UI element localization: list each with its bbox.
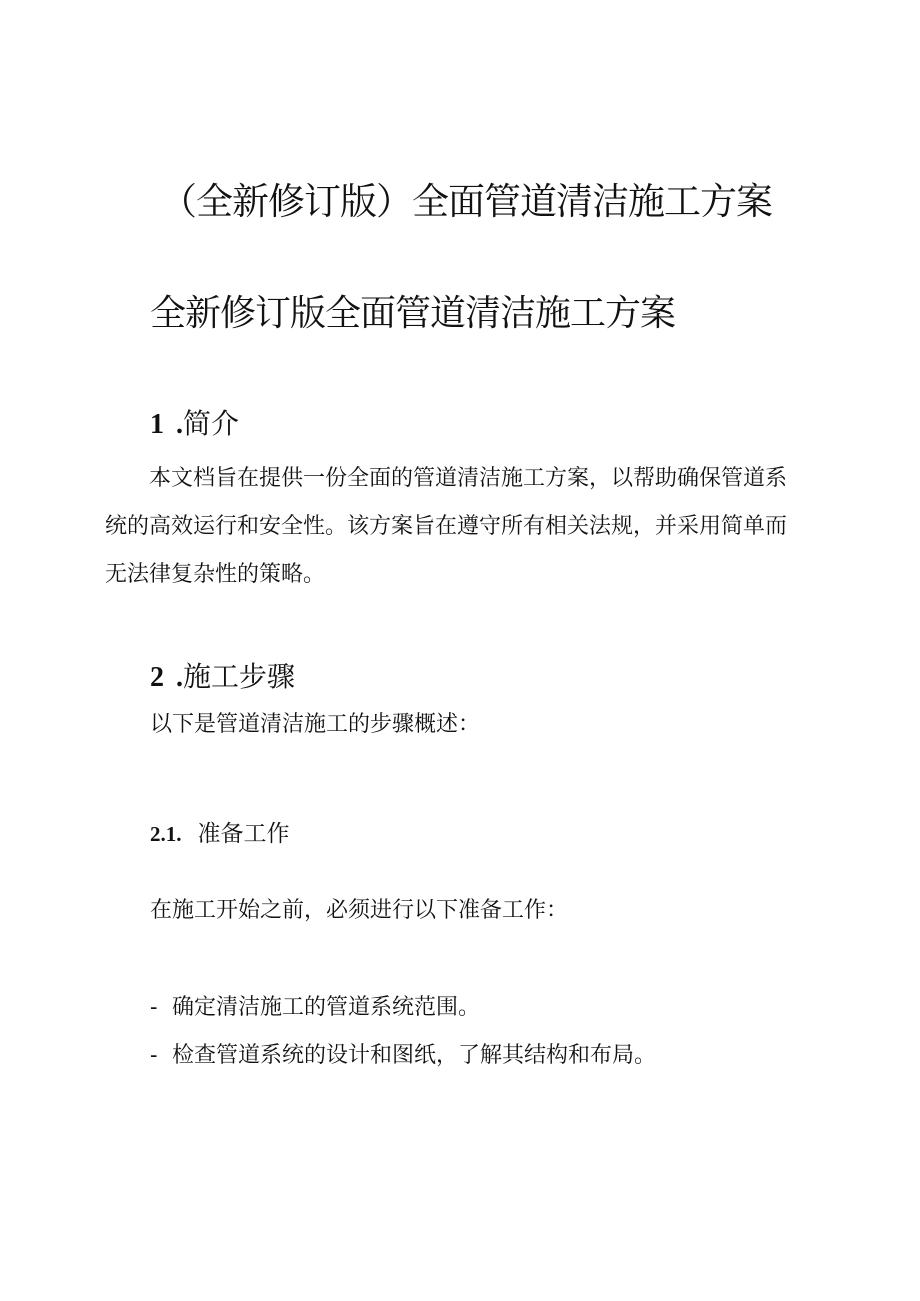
- subsection-2-1-title: 准备工作: [197, 821, 290, 847]
- section-2-intro: 以下是管道清洁施工的步骤概述：: [150, 712, 481, 737]
- section-2-number: 2: [150, 662, 164, 693]
- section-1-dot: .: [176, 409, 183, 440]
- paragraph-line: 本文档旨在提供一份全面的管道清洁施工方案，以帮助确保管道系: [149, 466, 788, 491]
- bullet-dash: -: [150, 1043, 158, 1068]
- subsection-2-1-number: 2.1.: [150, 822, 182, 846]
- document-subtitle: 全新修订版全面管道清洁施工方案: [150, 293, 676, 334]
- list-item: [150, 988, 480, 1028]
- section-1-number: 1: [150, 409, 164, 440]
- subsection-2-1-heading: [150, 816, 290, 852]
- subsection-2-1-intro: 在施工开始之前，必须进行以下准备工作：: [150, 898, 569, 923]
- section-1-title: 简介: [183, 407, 240, 440]
- section-2-dot: .: [176, 662, 183, 693]
- section-1-paragraph: [105, 455, 825, 599]
- section-2-title: 施工步骤: [183, 660, 296, 693]
- section-2-heading: [150, 657, 295, 698]
- list-item-text: 检查管道系统的设计和图纸，了解其结构和布局。: [172, 1043, 657, 1068]
- paragraph-line: 无法律复杂性的策略。: [105, 562, 326, 587]
- paragraph-line: 统的高效运行和安全性。该方案旨在遵守所有相关法规，并采用简单而: [105, 514, 788, 539]
- section-1-heading: [150, 404, 239, 445]
- bullet-dash: -: [150, 995, 158, 1020]
- list-item: [150, 1036, 656, 1076]
- document-title: （全新修订版）全面管道清洁施工方案: [160, 180, 772, 223]
- list-item-text: 确定清洁施工的管道系统范围。: [172, 995, 481, 1020]
